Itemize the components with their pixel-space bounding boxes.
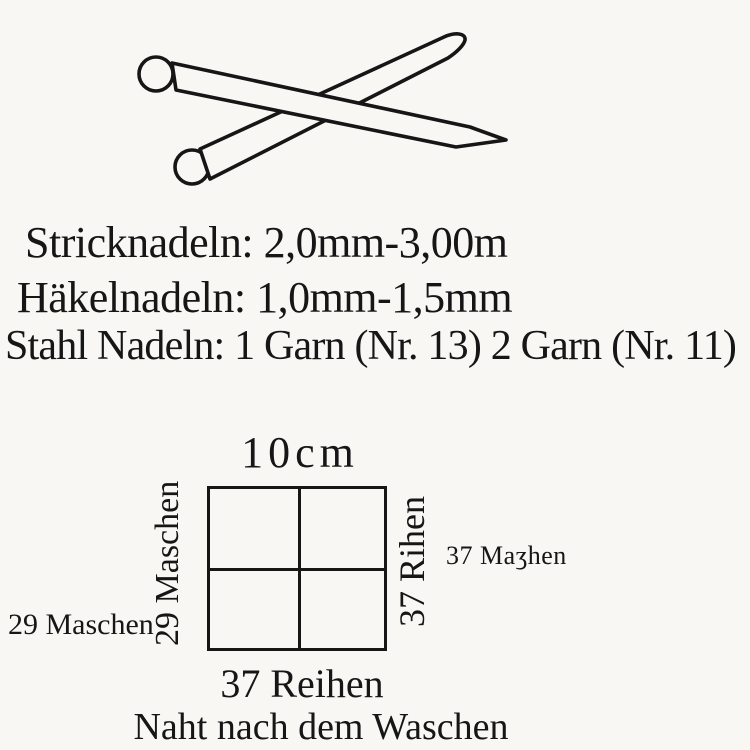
needle-front-shaft (172, 63, 506, 147)
stricknadeln-line: Stricknadeln: 2,0mm-3,00m (25, 218, 508, 267)
gauge-size-label: 10cm (241, 428, 359, 477)
rows-bottom-label: 37 Reihen (220, 661, 384, 706)
stitches-vertical-label: 29 Maschen (149, 480, 186, 646)
crossed-knitting-needles-icon (0, 0, 530, 210)
stitches-horizontal-label: 29 Maschen (8, 608, 154, 641)
stahl-nadeln-line: Stahl Nadeln: 1 Garn (Nr. 13) 2 Garn (Nr. 11) (5, 323, 737, 369)
gauge-square-horizontal-divider (210, 568, 384, 571)
haekelnadeln-line: Häkelnadeln: 1,0mm-1,5mm (17, 273, 513, 322)
needle-front-head (139, 57, 173, 91)
rows-vertical-label: 37 Rihen (392, 496, 432, 627)
gauge-square (207, 486, 387, 651)
care-note: Naht nach dem Waschen (133, 706, 509, 748)
rows-side-note: 37 Maʒhen (446, 541, 567, 570)
